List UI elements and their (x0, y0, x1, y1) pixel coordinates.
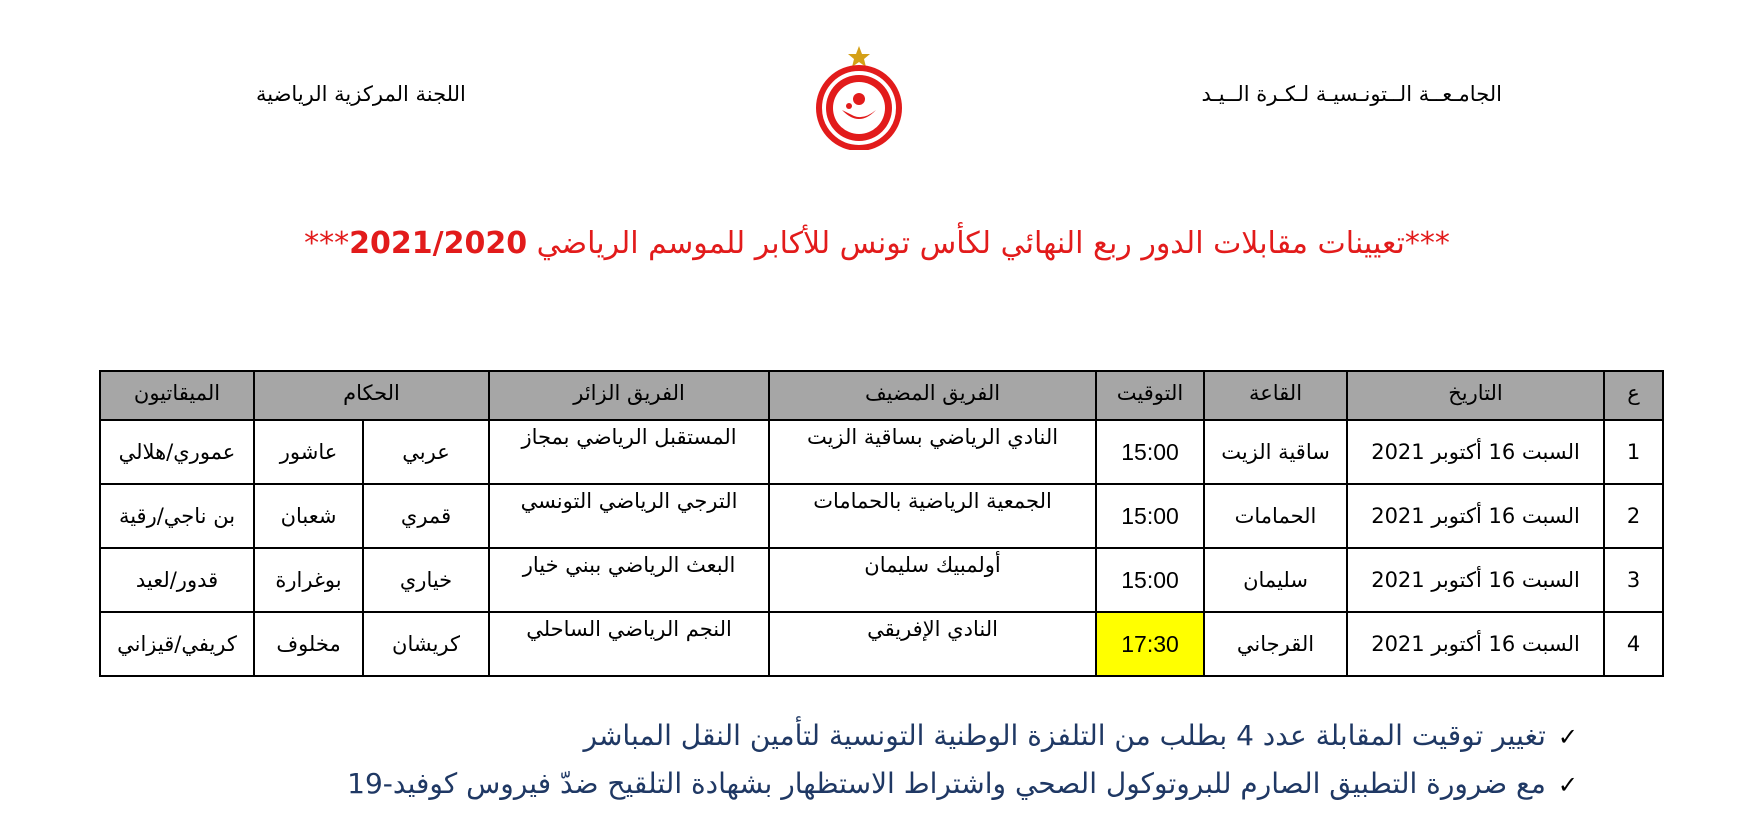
cell-hall: سليمان (1204, 548, 1347, 612)
cell-home-team: النادي الإفريقي (769, 612, 1096, 676)
cell-time: 15:00 (1096, 484, 1204, 548)
title-suffix: *** (304, 226, 350, 261)
cell-time-highlighted: 17:30 (1096, 612, 1204, 676)
cell-date: السبت 16 أكتوبر 2021 (1347, 484, 1604, 548)
cell-time: 15:00 (1096, 548, 1204, 612)
cell-time: 15:00 (1096, 420, 1204, 484)
note-item (347, 712, 1578, 760)
title-prefix: ***تعيينات مقابلات الدور ربع النهائي لكأس تونس للأكابر للموسم الرياضي (527, 226, 1450, 261)
cell-referee-1: كريشان (363, 612, 489, 676)
committee-name: اللجنة المركزية الرياضية (256, 82, 466, 106)
cell-date: السبت 16 أكتوبر 2021 (1347, 548, 1604, 612)
note-text: مع ضرورة التطبيق الصارم للبروتوكول الصحي واشتراط الاستظهار بشهادة التلقيح ضدّ فيروس كوفيد-19 (347, 767, 1546, 800)
checkmark-icon: ✓ (1557, 723, 1578, 751)
federation-name: الجامـعــة الــتونـسيـة لـكـرة الــيـد (1201, 82, 1502, 106)
header-home: الفريق المضيف (769, 371, 1096, 420)
table-row (100, 484, 1663, 548)
cell-referee-1: قمري (363, 484, 489, 548)
header-away: الفريق الزائر (489, 371, 769, 420)
notes-list (347, 712, 1578, 808)
cell-home-team: الجمعية الرياضية بالحمامات (769, 484, 1096, 548)
cell-home-team: أولمبيك سليمان (769, 548, 1096, 612)
table-row (100, 548, 1663, 612)
cell-away-team: النجم الرياضي الساحلي (489, 612, 769, 676)
star-icon (848, 46, 870, 67)
cell-referee-2: بوغرارة (254, 548, 363, 612)
note-item (347, 760, 1578, 808)
cell-referee-1: خياري (363, 548, 489, 612)
table-header-row (100, 371, 1663, 420)
cell-referee-2: عاشور (254, 420, 363, 484)
header-num: ع (1604, 371, 1663, 420)
match-schedule-table (99, 370, 1664, 677)
cell-away-team: المستقبل الرياضي بمجاز (489, 420, 769, 484)
cell-timekeepers: قدور/لعيد (100, 548, 254, 612)
cell-timekeepers: بن ناجي/رقية (100, 484, 254, 548)
cell-home-team: النادي الرياضي بساقية الزيت (769, 420, 1096, 484)
cell-referee-2: مخلوف (254, 612, 363, 676)
cell-referee-2: شعبان (254, 484, 363, 548)
table-row (100, 612, 1663, 676)
title-season: 2021/2020 (349, 226, 528, 261)
header-time: التوقيت (1096, 371, 1204, 420)
federation-logo (804, 44, 914, 150)
cell-num: 4 (1604, 612, 1663, 676)
note-text: تغيير توقيت المقابلة عدد 4 بطلب من التلفزة الوطنية التونسية لتأمين النقل المباشر (583, 719, 1546, 752)
cell-hall: القرجاني (1204, 612, 1347, 676)
cell-timekeepers: كريفي/قيزاني (100, 612, 254, 676)
cell-num: 1 (1604, 420, 1663, 484)
cell-referee-1: عربي (363, 420, 489, 484)
cell-away-team: الترجي الرياضي التونسي (489, 484, 769, 548)
header-timekeepers: الميقاتيون (100, 371, 254, 420)
cell-date: السبت 16 أكتوبر 2021 (1347, 612, 1604, 676)
cell-away-team: البعث الرياضي ببني خيار (489, 548, 769, 612)
cell-num: 3 (1604, 548, 1663, 612)
header-referees: الحكام (254, 371, 489, 420)
page-title (0, 226, 1754, 261)
cell-hall: الحمامات (1204, 484, 1347, 548)
cell-hall: ساقية الزيت (1204, 420, 1347, 484)
table-row (100, 420, 1663, 484)
header-hall: القاعة (1204, 371, 1347, 420)
cell-num: 2 (1604, 484, 1663, 548)
header-date: التاريخ (1347, 371, 1604, 420)
checkmark-icon: ✓ (1557, 771, 1578, 799)
cell-date: السبت 16 أكتوبر 2021 (1347, 420, 1604, 484)
cell-timekeepers: عموري/هلالي (100, 420, 254, 484)
